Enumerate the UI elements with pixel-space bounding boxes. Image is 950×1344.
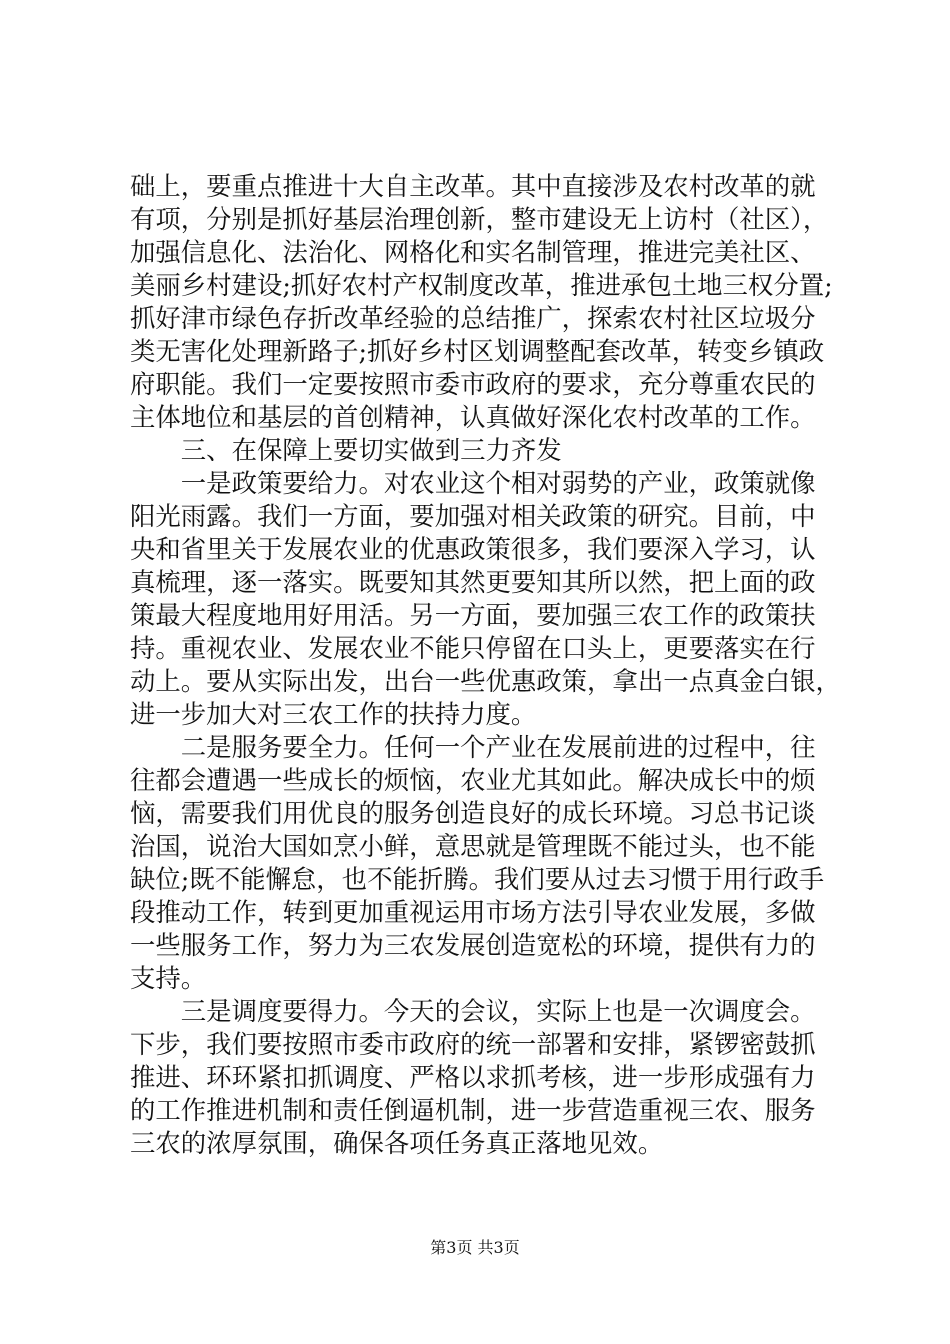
text-line: 持。重视农业、发展农业不能只停留在口头上，更要落实在行 (130, 633, 816, 663)
section-heading: 三、在保障上要切实做到三力齐发 (130, 435, 562, 465)
text-line: 加强信息化、法治化、网格化和实名制管理，推进完美社区、 (130, 237, 816, 267)
text-line: 二是服务要全力。任何一个产业在发展前进的过程中，往 (130, 732, 816, 762)
text-line: 央和省里关于发展农业的优惠政策很多，我们要深入学习，认 (130, 534, 816, 564)
text-line: 一些服务工作，努力为三农发展创造宽松的环境，提供有力的 (130, 930, 816, 960)
body-text (130, 170, 842, 1160)
text-line: 主体地位和基层的首创精神，认真做好深化农村改革的工作。 (130, 402, 816, 432)
text-line: 有项，分别是抓好基层治理创新，整市建设无上访村（社区）， (130, 204, 829, 234)
text-line: 进一步加大对三农工作的扶持力度。 (130, 699, 537, 729)
page-footer: 第3页 共3页 (430, 1238, 520, 1257)
text-line: 府职能。我们一定要按照市委市政府的要求，充分尊重农民的 (130, 369, 816, 399)
text-line: 阳光雨露。我们一方面，要加强对相关政策的研究。目前，中 (130, 501, 816, 531)
text-line: 治国，说治大国如烹小鲜，意思就是管理既不能过头，也不能 (130, 831, 816, 861)
text-line: 的工作推进机制和责任倒逼机制，进一步营造重视三农、服务 (130, 1095, 816, 1125)
text-line: 动上。要从实际出发，出台一些优惠政策，拿出一点真金白银， (130, 666, 841, 696)
text-line: 三是调度要得力。今天的会议，实际上也是一次调度会。 (130, 996, 816, 1026)
text-line: 三农的浓厚氛围，确保各项任务真正落地见效。 (130, 1128, 664, 1158)
text-line: 推进、环环紧扣抓调度、严格以求抓考核，进一步形成强有力 (130, 1062, 816, 1092)
text-line: 一是政策要给力。对农业这个相对弱势的产业，政策就像 (130, 468, 816, 498)
text-line: 策最大程度地用好用活。另一方面，要加强三农工作的政策扶 (130, 600, 816, 630)
text-line: 抓好津市绿色存折改革经验的总结推广，探索农村社区垃圾分 (130, 303, 816, 333)
text-line: 往都会遭遇一些成长的烦恼，农业尤其如此。解决成长中的烦 (130, 765, 816, 795)
text-line: 缺位;既不能懈怠，也不能折腾。我们要从过去习惯于用行政手 (130, 864, 825, 894)
text-line: 础上，要重点推进十大自主改革。其中直接涉及农村改革的就 (130, 171, 816, 201)
text-line: 美丽乡村建设;抓好农村产权制度改革，推进承包土地三权分置; (130, 270, 833, 300)
text-line: 段推动工作，转到更加重视运用市场方法引导农业发展，多做 (130, 897, 816, 927)
text-line: 下步，我们要按照市委市政府的统一部署和安排，紧锣密鼓抓 (130, 1029, 816, 1059)
text-line: 类无害化处理新路子;抓好乡村区划调整配套改革，转变乡镇政 (130, 336, 825, 366)
text-line: 恼，需要我们用优良的服务创造良好的成长环境。习总书记谈 (130, 798, 816, 828)
text-line: 真梳理，逐一落实。既要知其然更要知其所以然，把上面的政 (130, 567, 816, 597)
text-line: 支持。 (130, 963, 207, 993)
